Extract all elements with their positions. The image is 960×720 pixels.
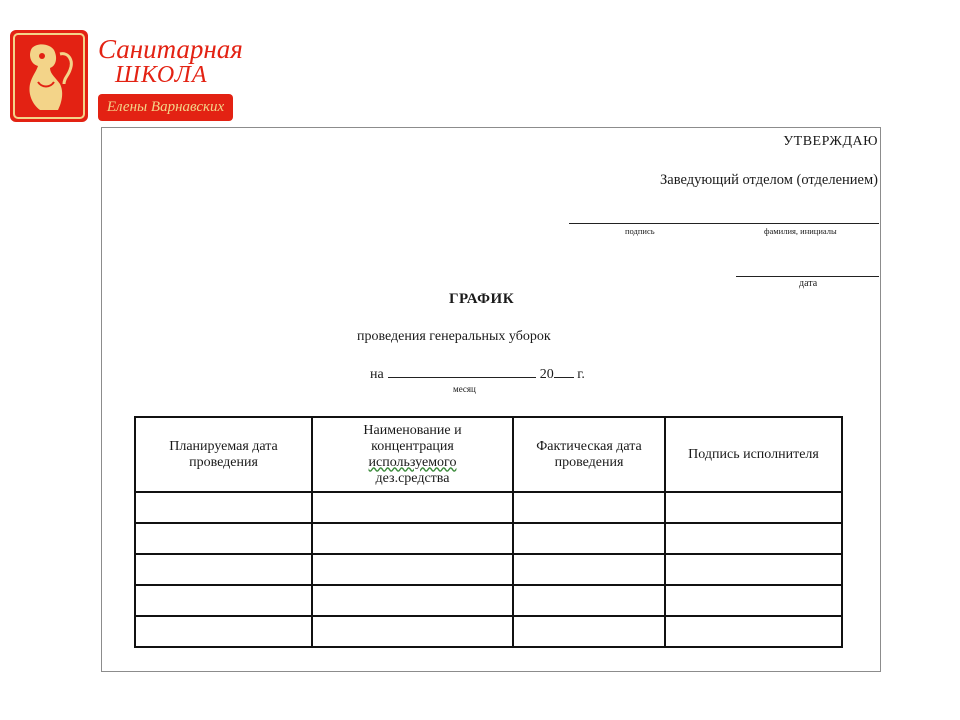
table-row [135, 523, 842, 554]
table-cell[interactable] [513, 585, 665, 616]
logo [10, 30, 243, 124]
table-cell[interactable] [513, 616, 665, 647]
date-line [736, 276, 879, 277]
header-disinfectant [312, 417, 513, 492]
head-position: Заведующий отделом (отделением) [660, 172, 878, 188]
month-blank [388, 366, 536, 378]
table-cell[interactable] [312, 585, 513, 616]
logo-emblem-icon [10, 30, 88, 122]
table-cell[interactable] [665, 616, 842, 647]
table-cell[interactable] [135, 554, 312, 585]
header-disinfectant-line2: концентрация [371, 438, 454, 454]
table-cell[interactable] [513, 554, 665, 585]
approval-heading: УТВЕРЖДАЮ [783, 134, 878, 149]
year-suffix: г. [577, 367, 585, 382]
table-cell[interactable] [665, 585, 842, 616]
cleaning-schedule-table [134, 416, 843, 648]
table-cell[interactable] [135, 616, 312, 647]
table-cell[interactable] [312, 523, 513, 554]
table-cell[interactable] [135, 523, 312, 554]
table-cell[interactable] [665, 492, 842, 523]
logo-banner: Елены Варнавских [98, 94, 233, 121]
table-row [135, 554, 842, 585]
logo-text-line2: ШКОЛА [115, 62, 208, 88]
header-disinfectant-line1: Наименование и [363, 422, 462, 438]
table-cell[interactable] [665, 554, 842, 585]
table-cell[interactable] [312, 616, 513, 647]
table-header-row [135, 417, 842, 492]
document-title: ГРАФИК [449, 291, 515, 307]
logo-text-line1: Санитарная [98, 34, 243, 64]
header-actual-date: Фактическая дата проведения [513, 417, 665, 492]
header-signature: Подпись исполнителя [665, 417, 842, 492]
table-cell[interactable] [513, 523, 665, 554]
table-cell[interactable] [135, 492, 312, 523]
header-disinfectant-line3: используемого [368, 454, 457, 470]
month-field [370, 366, 585, 383]
table-row [135, 492, 842, 523]
month-prefix: на [370, 367, 384, 382]
table-cell[interactable] [513, 492, 665, 523]
table-cell[interactable] [665, 523, 842, 554]
table-cell[interactable] [312, 492, 513, 523]
year-text: 20 [539, 367, 554, 382]
table-row [135, 616, 842, 647]
header-disinfectant-line4: дез.средства [375, 470, 450, 486]
signature-line [569, 223, 879, 224]
signature-caption: подпись [625, 226, 655, 236]
date-caption: дата [799, 278, 818, 289]
month-caption: месяц [453, 384, 476, 394]
header-planned-date: Планируемая дата проведения [135, 417, 312, 492]
table-row [135, 585, 842, 616]
table-cell[interactable] [312, 554, 513, 585]
table-cell[interactable] [135, 585, 312, 616]
document-page [101, 127, 881, 672]
year-blank [554, 366, 574, 378]
document-subtitle: проведения генеральных уборок [357, 329, 551, 344]
name-caption: фамилия, инициалы [764, 226, 837, 236]
